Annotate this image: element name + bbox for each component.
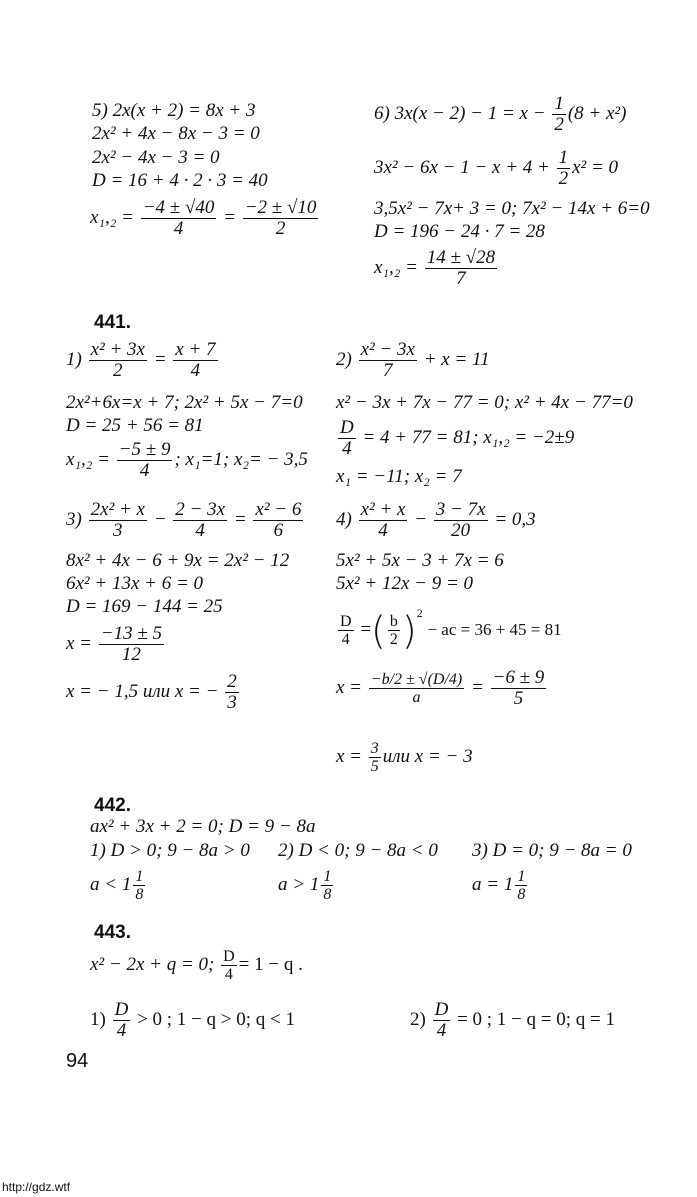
- e441-4-fa: $\frac{\text{x² + x}}{4}$: [360, 499, 406, 541]
- e441-2-line1: 2) $\frac{\text{x² − 3x}}{7}$ + x = 11: [336, 339, 490, 381]
- e441-4-line4: $\frac{D}{4}$ =( $\frac{b}{2}$ )$^2$ − ac = 36 + 45 = 81: [340, 606, 562, 653]
- e441-1-roots: x₁,₂ = $\frac{-5 \pm 9}{4}$ ; x₁=1; x₂= − 3,5: [66, 439, 308, 481]
- p6-half: $\frac{1}{2}$: [554, 93, 564, 135]
- e441-1-line1: 1) $\frac{\text{x² + 3x}}{2}$ = $\frac{x + 7}{4}$: [66, 339, 216, 381]
- e441-3-line4: D = 169 − 144 = 25: [66, 596, 223, 617]
- p5-frac1: $\frac{-4 \pm √40}{4}$: [142, 197, 215, 239]
- e443-f2: $\frac{D}{4}$: [434, 999, 449, 1041]
- e441-3-fc: $\frac{\text{x² − 6}}{6}$: [255, 499, 302, 541]
- e441-4-line1: 4) $\frac{\text{x² + x}}{4}$ − $\frac{3 - 7x}{20}$ = 0,3: [336, 499, 536, 541]
- e441-4-fx: $\frac{3}{5}$: [370, 740, 379, 775]
- e441-4-line6: x = $\frac{3}{5}$ или x = − 3: [336, 740, 473, 775]
- e441-3-fa: $\frac{\text{2x² + x}}{3}$: [90, 499, 145, 541]
- e441-2-fa: $\frac{\text{x² − 3x}}{7}$: [360, 339, 415, 381]
- e441-2-fd: $\frac{D}{4}$: [340, 417, 354, 459]
- e441-1-line3: D = 25 + 56 = 81: [66, 415, 204, 436]
- e441-1-fa: $\frac{\text{x² + 3x}}{2}$: [90, 339, 145, 381]
- e441-4-line2: 5x² + 5x − 3 + 7x = 6: [336, 550, 504, 571]
- e441-2-line4: x₁ = −11; x₂ = 7: [336, 466, 462, 487]
- e441-1-fr: $\frac{-5 \pm 9}{4}$: [118, 439, 171, 481]
- e441-3-fb: $\frac{2 - 3x}{4}$: [175, 499, 226, 541]
- e441-1-fb: $\frac{x + 7}{4}$: [175, 339, 216, 381]
- e441-4-fr: $\frac{-6 \pm 9}{5}$: [492, 667, 545, 709]
- e441-3-line1: 3) $\frac{\text{2x² + x}}{3}$ − $\frac{2 - 3x}{4}$ = $\frac{\text{x² − 6}}{6}$: [66, 499, 302, 541]
- e441-3-fr: $\frac{-13 \pm 5}{12}$: [100, 623, 163, 665]
- e441-4-line3: 5x² + 12x − 9 = 0: [336, 573, 474, 594]
- e442-f3: $\frac{1}{8}$: [517, 868, 526, 903]
- e443-case2: 2) $\frac{D}{4}$ = 0 ; 1 − q = 0; q = 1: [410, 999, 615, 1041]
- e441-3-line3: 6x² + 13x + 6 = 0: [66, 573, 204, 594]
- p5-line3: 2x² − 4x − 3 = 0: [92, 147, 220, 168]
- e441-3-roots: x = $\frac{-13 \pm 5}{12}$: [66, 623, 163, 665]
- p6-frac: $\frac{14 \pm √28}{7}$: [426, 247, 496, 289]
- e442-case1: 1) D > 0; 9 − 8a > 0: [90, 840, 250, 861]
- e441-2-line3: $\frac{D}{4}$ = 4 + 77 = 81; x₁,₂ = −2±9: [340, 417, 575, 459]
- p5-roots: x₁,₂ = $\frac{-4 \pm √40}{4}$ = $\frac{-2 \pm √10}{2}$: [90, 197, 317, 239]
- e441-3-line2: 8x² + 4x − 6 + 9x = 2x² − 12: [66, 550, 290, 571]
- p5-line4: D = 16 + 4 · 2 · 3 = 40: [92, 170, 268, 191]
- heading-441: 441.: [94, 312, 131, 333]
- footer-url: http://gdz.wtf: [2, 1180, 71, 1194]
- e443-line1: x² − 2x + q = 0; $\frac{D}{4}$ = 1 − q .: [90, 948, 303, 983]
- p5-line2: 2x² + 4x − 8x − 3 = 0: [92, 123, 260, 144]
- e441-4-fbig: $\frac{-b/2 \pm √(D/4)}{a}$: [370, 671, 463, 706]
- heading-442: 442.: [94, 795, 131, 816]
- e441-4-fd: $\frac{D}{4}$: [340, 613, 352, 649]
- e442-case2: 2) D < 0; 9 − 8a < 0: [278, 840, 438, 861]
- page-number: 94: [66, 1050, 89, 1072]
- e441-4-fbb: $\frac{b}{2}$: [389, 613, 398, 649]
- e442-res1: a < 1 $\frac{1}{8}$: [90, 868, 144, 903]
- e441-4-fb: $\frac{3 - 7x}{20}$: [435, 499, 486, 541]
- e441-3-fx: $\frac{2}{3}$: [227, 671, 237, 713]
- e443-case1: 1) $\frac{D}{4}$ > 0 ; 1 − q > 0; q < 1: [90, 999, 295, 1041]
- e442-res2: a > 1 $\frac{1}{8}$: [278, 868, 332, 903]
- e441-2-line2: x² − 3x + 7x − 77 = 0; x² + 4x − 77=0: [336, 392, 633, 413]
- e441-3-line6: x = − 1,5 или x = − $\frac{2}{3}$: [66, 671, 237, 713]
- p6-line4: D = 196 − 24 · 7 = 28: [374, 221, 545, 242]
- p5-line1: 5) 2x(x + 2) = 8x + 3: [92, 100, 256, 121]
- e442-f2: $\frac{1}{8}$: [323, 868, 332, 903]
- e443-f1: $\frac{D}{4}$: [114, 999, 129, 1041]
- e442-f1: $\frac{1}{8}$: [135, 868, 144, 903]
- p6-line2: 3x² − 6x − 1 − x + 4 + $\frac{1}{2}$ x² = 0: [374, 147, 619, 189]
- e441-4-roots: x = $\frac{-b/2 \pm √(D/4)}{a}$ = $\frac{-6 \pm 9}{5}$: [336, 667, 545, 709]
- e442-res3: a = 1 $\frac{1}{8}$: [472, 868, 526, 903]
- e442-case3: 3) D = 0; 9 − 8a = 0: [472, 840, 632, 861]
- p6-roots: x₁,₂ = $\frac{14 \pm √28}{7}$: [374, 247, 496, 289]
- p6-line1: 6) 3x(x − 2) − 1 = x − $\frac{1}{2}$ (8 + x²): [374, 93, 627, 135]
- p6-half2: $\frac{1}{2}$: [558, 147, 569, 189]
- p6-line3: 3,5x² − 7x+ 3 = 0; 7x² − 14x + 6=0: [374, 198, 650, 219]
- e441-1-line2: 2x²+6x=x + 7; 2x² + 5x − 7=0: [66, 392, 303, 413]
- p5-frac2: $\frac{-2 \pm √10}{2}$: [244, 197, 317, 239]
- e442-line1: ax² + 3x + 2 = 0; D = 9 − 8a: [90, 816, 316, 837]
- p5-x-lhs: x₁,₂ =: [90, 206, 134, 228]
- e443-fd: $\frac{D}{4}$: [223, 948, 235, 983]
- heading-443: 443.: [94, 922, 131, 943]
